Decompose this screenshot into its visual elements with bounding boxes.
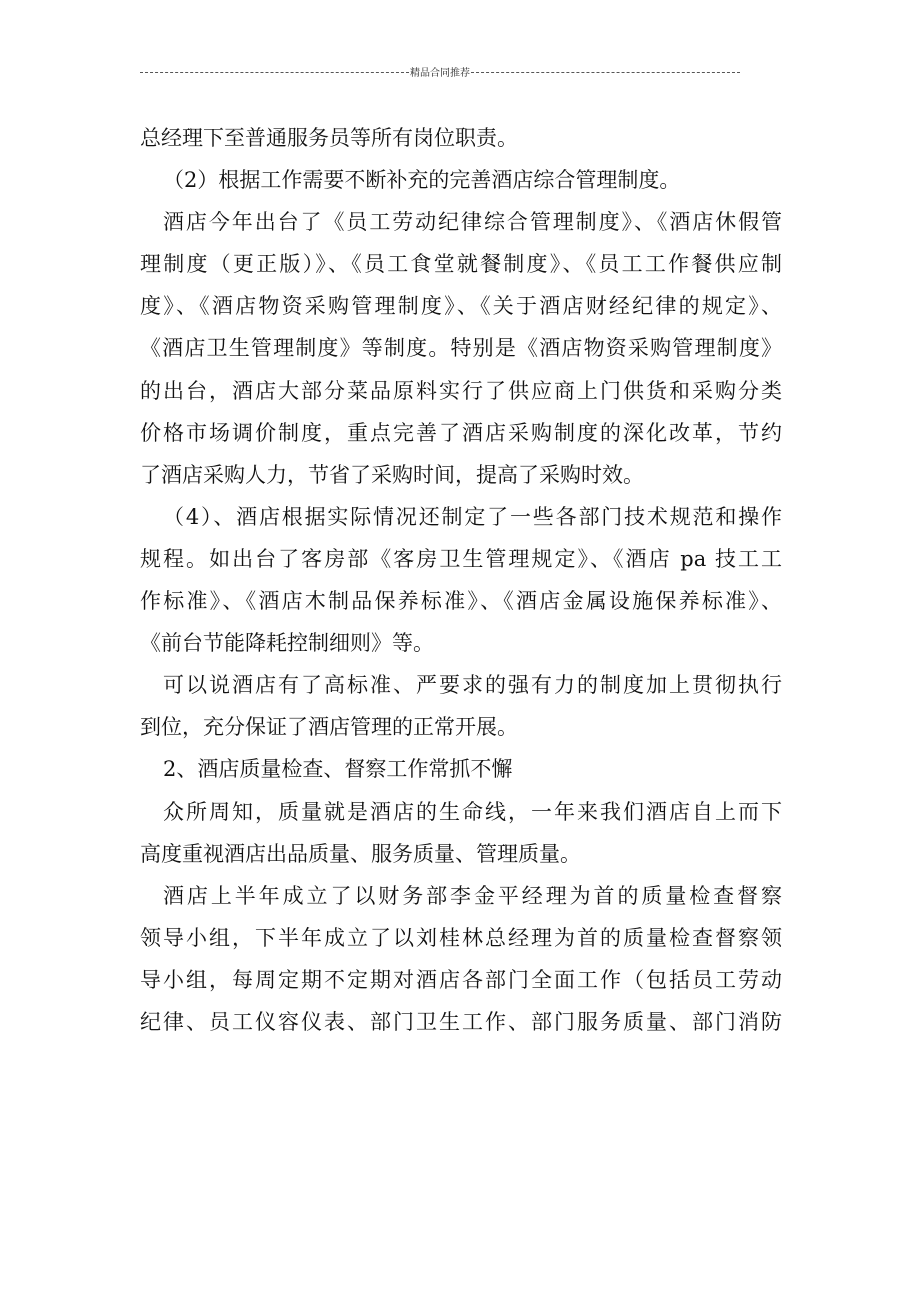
text-line: 到位，充分保证了酒店管理的正常开展。 <box>140 715 518 740</box>
text-line: 价格市场调价制度，重点完善了酒店采购制度的深化改革，节约 <box>140 420 782 445</box>
text-line: 纪律、员工仪容仪表、部门卫生工作、部门服务质量、部门消防 <box>140 1009 782 1034</box>
text-line: 领导小组，下半年成立了以刘桂林总经理为首的质量检查督察领 <box>140 925 782 950</box>
text-line: 高度重视酒店出品质量、服务质量、管理质量。 <box>140 841 581 866</box>
text-line: 度》、《酒店物资采购管理制度》、《关于酒店财经纪律的规定》、 <box>140 294 782 319</box>
text-line: （4）、酒店根据实际情况还制定了一些各部门技术规范和操作 <box>163 504 782 529</box>
text-line: 酒店今年出台了《员工劳动纪律综合管理制度》、《酒店休假管 <box>163 210 782 235</box>
text-line: 导小组，每周定期不定期对酒店各部门全面工作（包括员工劳动 <box>140 967 782 992</box>
header-title: 精品合同推荐 <box>410 68 470 79</box>
text-line: 理制度（更正版）》、《员工食堂就餐制度》、《员工工作餐供应制 <box>140 252 782 277</box>
text-line: （2）根据工作需要不断补充的完善酒店综合管理制度。 <box>163 168 681 193</box>
document-body <box>140 117 782 1043</box>
text-line: 可以说酒店有了高标准、严要求的强有力的制度加上贯彻执行 <box>163 673 782 698</box>
text-line: 作标准》、《酒店木制品保养标准》、《酒店金属设施保养标准》、 <box>140 589 782 614</box>
text-line: 总经理下至普通服务员等所有岗位职责。 <box>140 126 518 150</box>
text-line: 酒店上半年成立了以财务部李金平经理为首的质量检查督察 <box>163 883 782 908</box>
page-header <box>140 64 740 79</box>
text-line: 规程。如出台了客房部《客房卫生管理规定》、《酒店 pa 技工工 <box>140 546 782 571</box>
text-line: 2、酒店质量检查、督察工作常抓不懈 <box>163 757 513 782</box>
text-line: 《酒店卫生管理制度》等制度。特别是《酒店物资采购管理制度》 <box>140 336 782 361</box>
header-rule-right <box>471 72 740 73</box>
text-line: 众所周知，质量就是酒店的生命线，一年来我们酒店自上而下 <box>163 799 782 824</box>
header-rule-left <box>140 72 409 73</box>
text-line: 的出台，酒店大部分菜品原料实行了供应商上门供货和采购分类 <box>140 378 782 403</box>
text-line: 《前台节能降耗控制细则》等。 <box>140 631 434 656</box>
text-line: 了酒店采购人力，节省了采购时间，提高了采购时效。 <box>140 462 644 487</box>
